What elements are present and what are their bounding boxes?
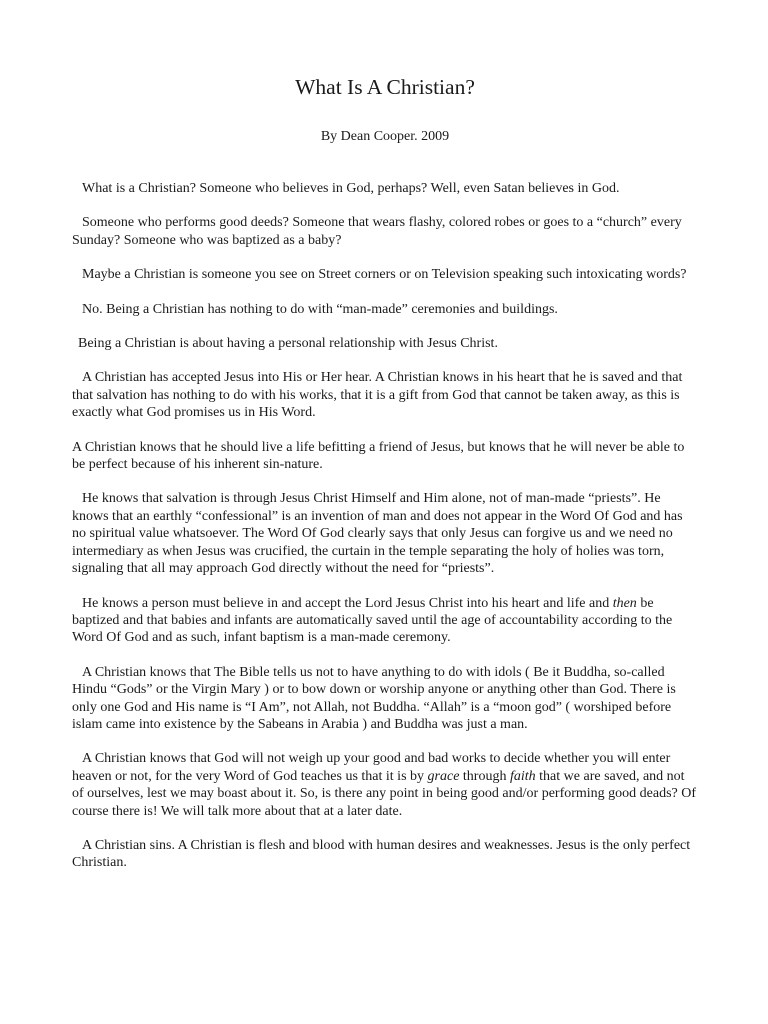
paragraph-6: A Christian has accepted Jesus into His or Her hear. A Christian knows in his heart that he is saved and that that salvation has nothing to do with his works, that it is a gift from God that cannot be taken away, as this is exactly what God promises us in His Word.: [72, 370, 683, 421]
paragraph-8: He knows that salvation is through Jesus Christ Himself and Him alone, not of man-made “priests”. He knows that an earthly “confessional” is an invention of man and does not appear in the Word Of God and has no spiritual value whatsoever. The Word Of God clearly says that only Jesus can forgive us and we need no intermediary as when Jesus was crucified, the curtain in the temple separating the holy of holies was torn, signaling that all may approach God directly without the need for “priests”.: [72, 491, 683, 577]
paragraph-9: [72, 595, 698, 647]
paragraph-7: A Christian knows that he should live a life befitting a friend of Jesus, but knows that he will never be able to be perfect because of his inherent sin-nature.: [72, 439, 685, 473]
paragraph-2: Someone who performs good deeds? Someone that wears flashy, colored robes or goes to a “church” every Sunday? Someone who was baptized as a baby?: [72, 215, 682, 248]
document-body: [72, 180, 698, 889]
document-byline: By Dean Cooper. 2009: [320, 129, 450, 144]
paragraph-9-emphasis: then: [612, 595, 637, 611]
paragraph-12: A Christian sins. A Christian is flesh and blood with human desires and weaknesses. Jesus is the only perfect Christian.: [72, 837, 691, 871]
document-title: What Is A Christian?: [295, 75, 475, 99]
paragraph-11-text-c: that we are saved, and not of ourselves, lest we may boast about it. So, is there any point in being good and/or performing good deads? Of course there is! We will talk more about that at a later date.: [72, 768, 697, 819]
paragraph-9-text-a: He knows a person must believe in and accept the Lord Jesus Christ into his heart and life and: [82, 595, 613, 611]
paragraph-11-emphasis-faith: faith: [509, 768, 536, 784]
paragraph-9-text-b: be baptized and that babies and infants are automatically saved until the age of accountability according to the Word Of God and as such, infant baptism is a man-made ceremony.: [72, 595, 673, 646]
paragraph-1: What is a Christian? Someone who believes in God, perhaps? Well, even Satan believes in God.: [82, 181, 620, 196]
paragraph-5: Being a Christian is about having a personal relationship with Jesus Christ.: [78, 336, 498, 352]
paragraph-11-text-b: through: [459, 768, 510, 784]
paragraph-4: No. Being a Christian has nothing to do with “man-made” ceremonies and buildings.: [82, 301, 558, 317]
paragraph-10: A Christian knows that The Bible tells us not to have anything to do with idols ( Be it Buddha, so-called Hindu “Gods” or the Virgin Mary ) or to bow down or worship anyone or anything other than God. There is only one God and His name is “I Am”, not Allah, not Buddha. “Allah” is a “moon god” ( worshiped before islam came into existence by the Sabeans in Arabia ) and Buddha was just a man.: [72, 664, 676, 732]
paragraph-11-emphasis-grace: grace: [427, 768, 460, 784]
paragraph-3: Maybe a Christian is someone you see on Street corners or on Television speaking such intoxicating words?: [82, 267, 687, 283]
paragraph-11: [72, 750, 698, 820]
paragraph-11-text-a: A Christian knows that God will not weigh up your good and bad works to decide whether you will enter heaven or not, for the very Word of God teaches us that it is by: [72, 751, 671, 784]
